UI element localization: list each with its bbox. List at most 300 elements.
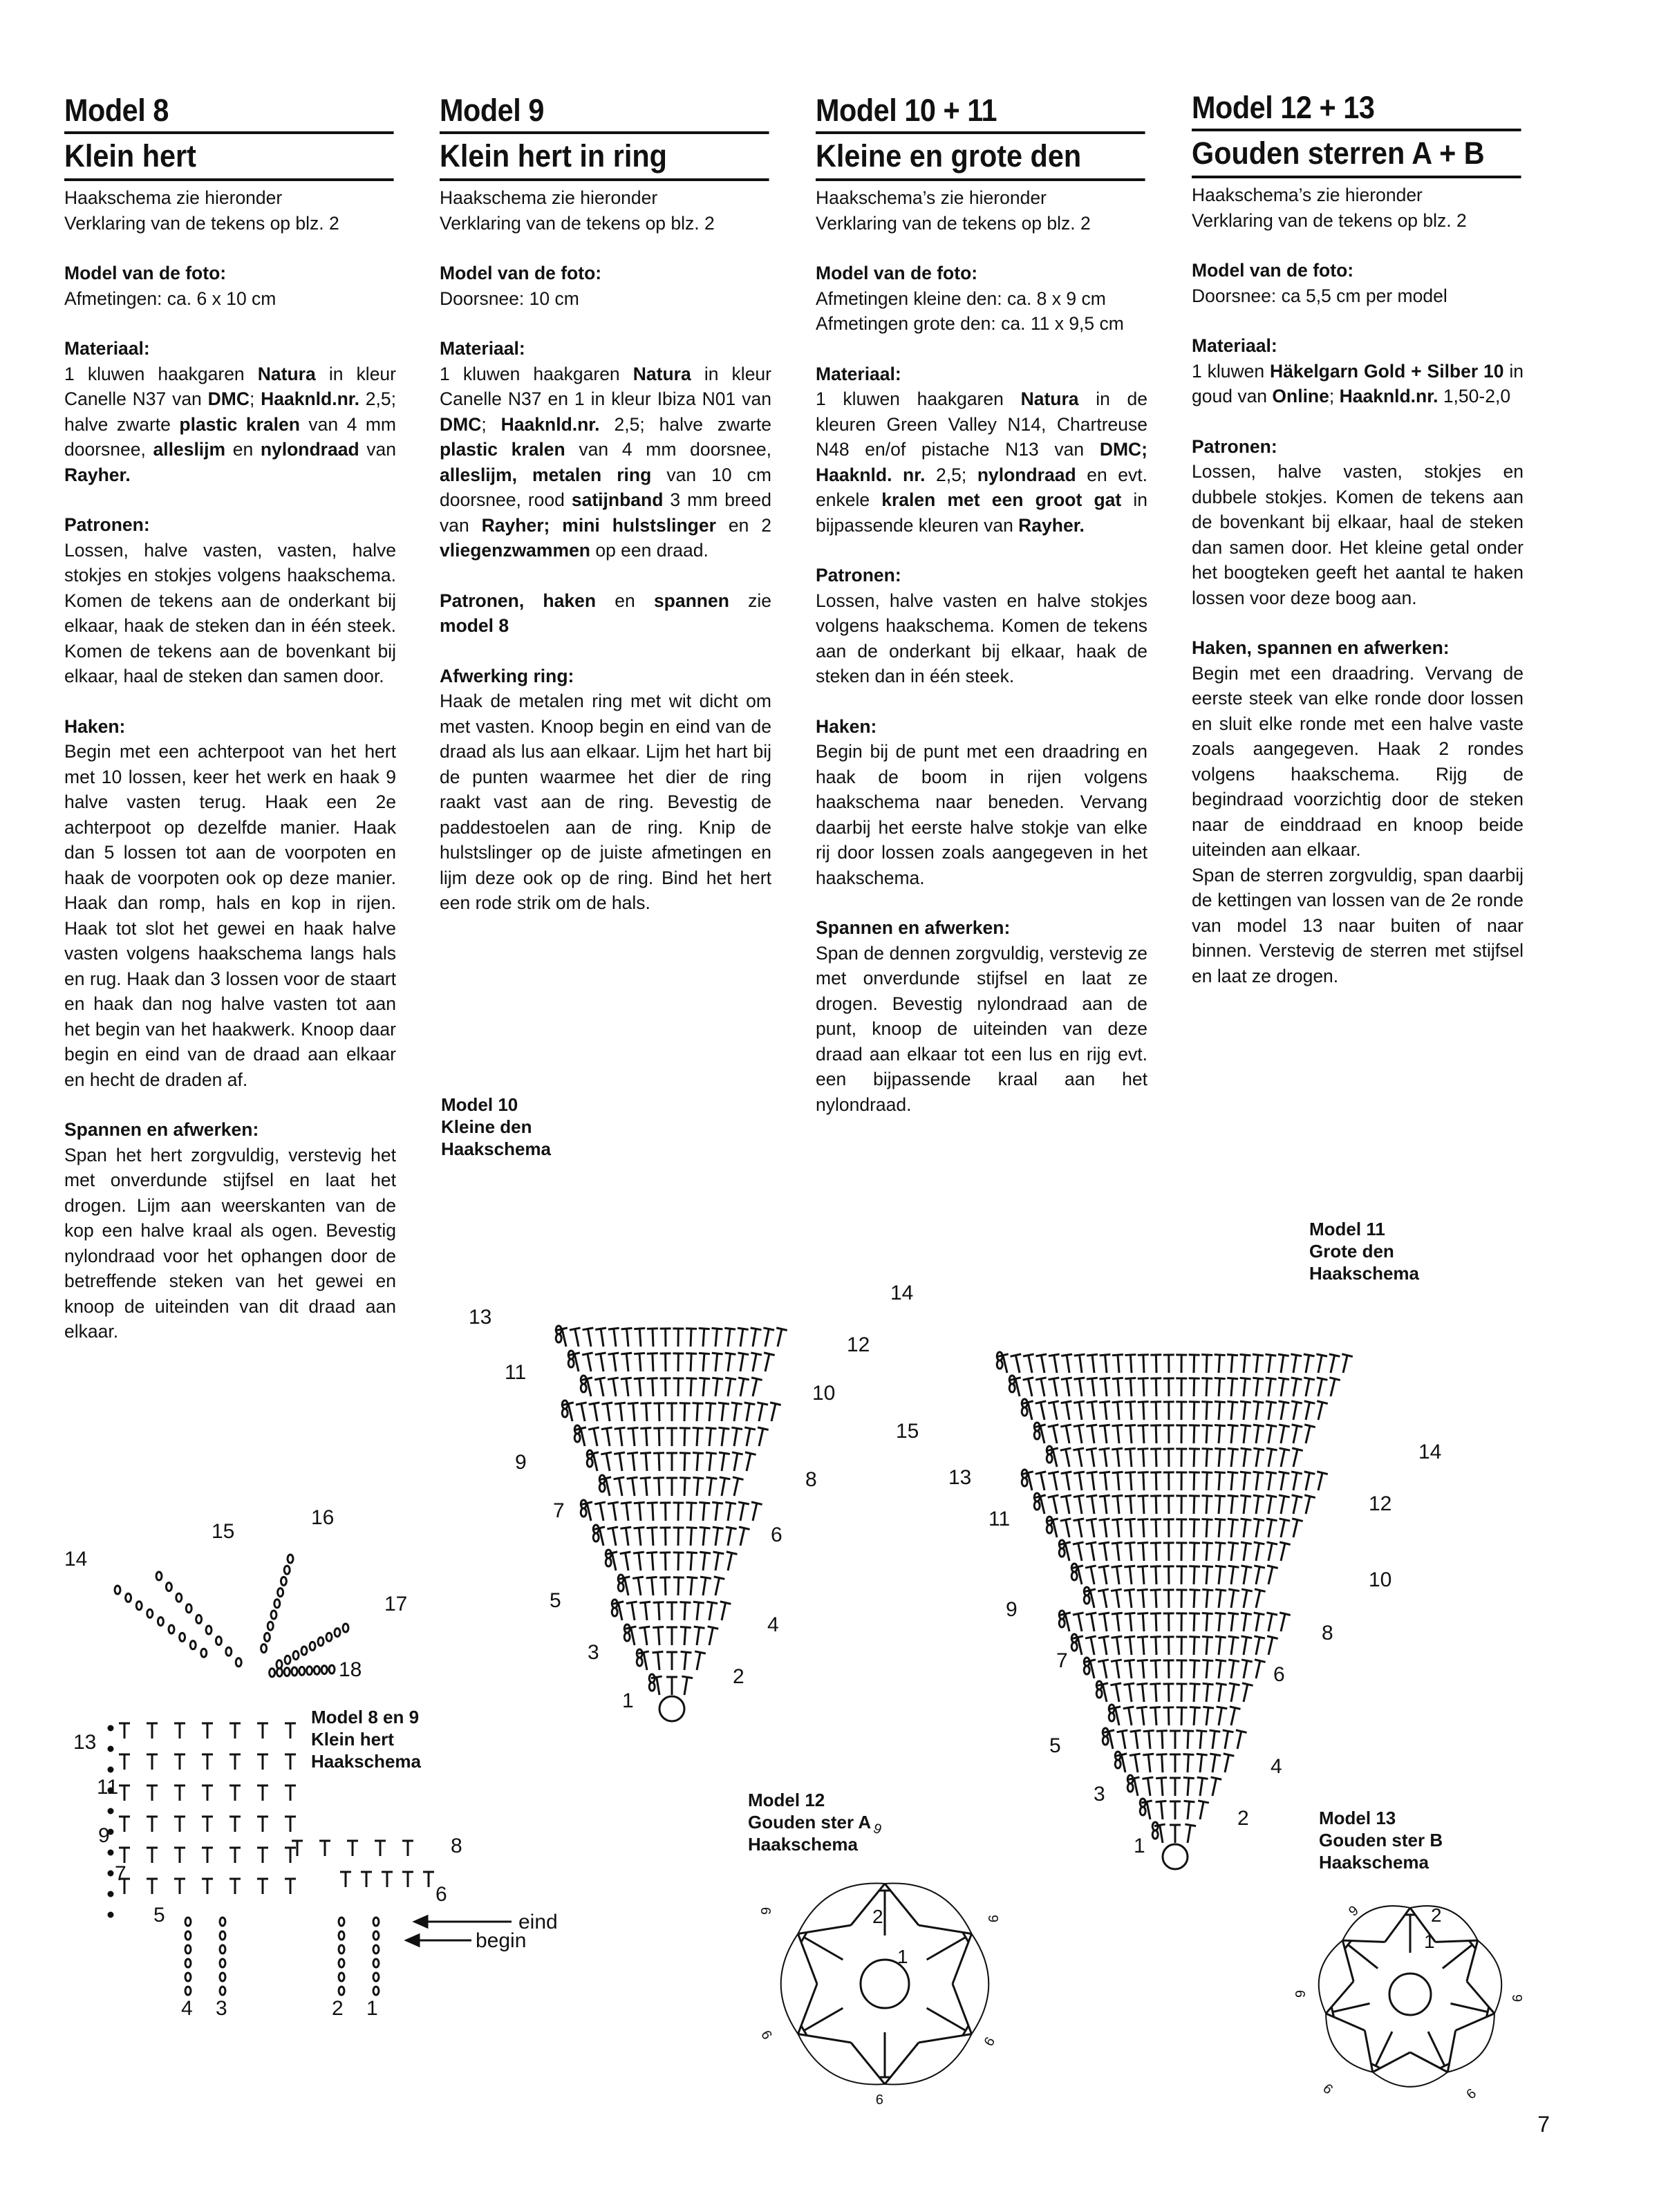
svg-text:2: 2 bbox=[733, 1665, 744, 1688]
stitch-stem bbox=[645, 1602, 647, 1620]
stitch-stem bbox=[1130, 1613, 1132, 1631]
stitch-top bbox=[1138, 1355, 1149, 1356]
stitch-top bbox=[1223, 1730, 1234, 1732]
stitch-stem bbox=[1348, 1944, 1378, 1968]
stitch-top bbox=[1125, 1542, 1136, 1544]
stitch-stem bbox=[1318, 1403, 1322, 1420]
stitch-top bbox=[1197, 1777, 1208, 1779]
stitch-stem bbox=[1206, 1590, 1208, 1608]
section-heading: Materiaal: bbox=[440, 338, 525, 359]
chain-stitch bbox=[1022, 1478, 1027, 1486]
stitch-stem bbox=[1225, 1755, 1229, 1772]
stitch-stem bbox=[1231, 1637, 1234, 1655]
stitch-top bbox=[1253, 1378, 1264, 1379]
chain-stitch bbox=[373, 1987, 379, 1995]
svg-text:3: 3 bbox=[216, 1997, 227, 2020]
stitch-stem bbox=[1318, 1473, 1322, 1490]
stitch-stem bbox=[1143, 1378, 1144, 1396]
chain-stitch bbox=[220, 1973, 225, 1981]
stitch-stem bbox=[606, 1453, 610, 1471]
stitch-top bbox=[679, 1428, 691, 1429]
chain-stitch bbox=[293, 1651, 299, 1660]
stitch-stem bbox=[1318, 1356, 1322, 1373]
chain-stitch bbox=[285, 1656, 290, 1664]
stitch-top bbox=[608, 1378, 619, 1380]
stitch-top bbox=[640, 1477, 651, 1478]
stitch-top bbox=[1136, 1683, 1147, 1685]
stitch-stem bbox=[1206, 1707, 1208, 1725]
model-title: Kleine en grote den bbox=[816, 137, 1145, 181]
stitch-top bbox=[1203, 1683, 1214, 1685]
slip-stitch bbox=[109, 1726, 113, 1730]
stitch-top bbox=[1189, 1637, 1200, 1638]
svg-text:14: 14 bbox=[1418, 1441, 1442, 1463]
stitch-stem bbox=[1117, 1613, 1119, 1631]
stitch-top bbox=[1098, 1636, 1109, 1638]
chain-stitch bbox=[220, 1987, 225, 1995]
stitch-stem bbox=[1130, 1425, 1132, 1443]
stitch-stem bbox=[715, 1353, 718, 1371]
model-title: Klein hert in ring bbox=[440, 137, 769, 181]
stitch-top bbox=[1150, 1449, 1161, 1450]
stitch-top bbox=[1241, 1566, 1252, 1568]
stitch-stem bbox=[1281, 1378, 1284, 1396]
svg-text:11: 11 bbox=[97, 1776, 119, 1799]
stitch-top bbox=[615, 1427, 626, 1429]
stitch-top bbox=[1201, 1378, 1212, 1379]
stitch-stem bbox=[1231, 1519, 1233, 1537]
stitch-stem bbox=[728, 1378, 731, 1396]
stitch-stem bbox=[1206, 1519, 1208, 1537]
stitch-stem bbox=[574, 1354, 579, 1371]
stitch-top bbox=[1240, 1472, 1251, 1473]
stitch-stem bbox=[1268, 1472, 1271, 1490]
stitch-stem bbox=[1091, 1567, 1094, 1584]
stitch-top bbox=[1215, 1613, 1226, 1614]
stitch-top bbox=[706, 1602, 718, 1604]
stitch-top bbox=[1229, 1683, 1240, 1685]
foto-line: Afmetingen kleine den: ca. 8 x 9 cm bbox=[816, 288, 1106, 309]
stitch-stem bbox=[612, 1553, 616, 1571]
chain-stitch bbox=[307, 1667, 312, 1675]
stitch-stem bbox=[678, 1553, 679, 1571]
stitch-stem bbox=[613, 1378, 616, 1396]
stitch-top bbox=[1230, 1707, 1241, 1709]
stitch-stem bbox=[1181, 1707, 1182, 1725]
stitch-stem bbox=[1268, 1425, 1271, 1443]
intro-line: Haakschema’s zie hieronder bbox=[816, 187, 1047, 208]
stitch-stem bbox=[1244, 1590, 1247, 1608]
stitch-stem bbox=[1091, 1613, 1094, 1631]
stitch-stem bbox=[715, 1578, 720, 1595]
stitch-stem bbox=[1293, 1497, 1297, 1514]
stitch-top bbox=[595, 1328, 606, 1329]
chain-stitch bbox=[185, 1931, 191, 1940]
stitch-top bbox=[601, 1403, 612, 1404]
section-heading: Materiaal: bbox=[816, 363, 901, 384]
svg-text:11: 11 bbox=[505, 1361, 527, 1384]
stitch-stem bbox=[1149, 1731, 1150, 1749]
svg-text:1: 1 bbox=[622, 1689, 634, 1712]
stitch-stem bbox=[1428, 2032, 1445, 2066]
section-heading: Spannen en afwerken: bbox=[816, 917, 1011, 938]
stitch-top bbox=[1086, 1542, 1097, 1544]
stitch-stem bbox=[753, 1354, 756, 1371]
stitch-top bbox=[1228, 1495, 1239, 1497]
stitch-top bbox=[1112, 1636, 1123, 1638]
stitch-stem bbox=[1078, 1544, 1082, 1561]
stitch-stem bbox=[657, 1677, 659, 1695]
stitch-stem bbox=[753, 1503, 757, 1521]
chain-stitch bbox=[292, 1667, 297, 1676]
stitch-stem bbox=[1162, 1754, 1163, 1772]
stitch-top bbox=[576, 1403, 587, 1405]
slip-stitch bbox=[109, 1850, 113, 1855]
stitch-top bbox=[614, 1452, 625, 1454]
stitch-stem bbox=[1105, 1496, 1107, 1514]
stitch-stem bbox=[1118, 1378, 1119, 1396]
stitch-top bbox=[1292, 1448, 1303, 1451]
stitch-stem bbox=[1231, 1660, 1234, 1678]
stitch-top bbox=[1086, 1448, 1097, 1450]
stitch-stem bbox=[747, 1403, 749, 1421]
stitch-stem bbox=[1143, 1613, 1144, 1631]
stitch-stem bbox=[613, 1353, 616, 1371]
stitch-stem bbox=[1080, 1355, 1082, 1373]
stitch-stem bbox=[771, 1404, 776, 1421]
chain-arc bbox=[1447, 2014, 1494, 2072]
stitch-stem bbox=[1143, 1590, 1144, 1608]
materials-text: 1 kluwen haakgaren Natura in kleur Canelle N37 van DMC; Haaknld.nr. 2,5; halve zwarte plastic kralen van 4 mm doorsnee, alleslijm en nylondraad van Rayher. bbox=[64, 363, 397, 485]
stitch-stem bbox=[728, 1353, 731, 1371]
stitch-stem bbox=[722, 1428, 724, 1446]
slip-stitch bbox=[109, 1871, 113, 1875]
stitch-top bbox=[1240, 1425, 1251, 1426]
stitch-top bbox=[1125, 1401, 1136, 1402]
diagram-label-model-13: Model 13 Gouden ster B Haakschema bbox=[1319, 1808, 1443, 1873]
svg-text:9: 9 bbox=[1346, 1902, 1362, 1920]
stitch-stem bbox=[1219, 1613, 1220, 1631]
chain-stitch bbox=[581, 1508, 586, 1517]
stitch-stem bbox=[1206, 1378, 1207, 1396]
stitch-stem bbox=[1306, 1403, 1310, 1420]
stitch-stem bbox=[1067, 1378, 1069, 1396]
svg-text:5: 5 bbox=[550, 1589, 561, 1612]
stitch-stem bbox=[1130, 1566, 1132, 1584]
stitch-stem bbox=[1293, 1378, 1297, 1396]
stitch-stem bbox=[620, 1403, 622, 1421]
svg-text:9: 9 bbox=[758, 2027, 776, 2042]
stitch-stem bbox=[1219, 1378, 1220, 1396]
stitch-top bbox=[732, 1452, 743, 1454]
section-heading: Haken: bbox=[816, 715, 877, 737]
diagram-label-model-10: Model 10 Kleine den Haakschema bbox=[441, 1094, 551, 1159]
stitch-top bbox=[1098, 1613, 1109, 1614]
stitch-stem bbox=[1212, 1731, 1215, 1749]
stitch-top bbox=[708, 1627, 719, 1629]
svg-text:1: 1 bbox=[897, 1946, 908, 1967]
stitch-stem bbox=[1079, 1472, 1082, 1490]
arrowhead-begin bbox=[406, 1935, 419, 1946]
stitch-stem bbox=[1147, 1778, 1150, 1796]
stitch-stem bbox=[639, 1329, 641, 1347]
stitch-stem bbox=[715, 1553, 718, 1571]
stitch-top bbox=[713, 1527, 724, 1528]
stitch-stem bbox=[619, 1453, 622, 1471]
svg-text:9: 9 bbox=[515, 1451, 527, 1474]
stitch-top bbox=[1210, 1730, 1221, 1732]
stitch-top bbox=[1023, 1354, 1034, 1356]
chain-stitch bbox=[220, 1945, 225, 1953]
stitch-top bbox=[1202, 1613, 1213, 1614]
page-number: 7 bbox=[1537, 2112, 1550, 2137]
stitch-stem bbox=[1268, 1544, 1272, 1561]
chain-stitch bbox=[206, 1626, 212, 1634]
stitch-stem bbox=[1078, 1519, 1082, 1537]
stitch-stem bbox=[1219, 1449, 1220, 1467]
stitch-top bbox=[1087, 1401, 1098, 1403]
stitch-stem bbox=[759, 1404, 762, 1421]
svg-text:9: 9 bbox=[871, 1821, 884, 1838]
stitch-stem bbox=[1206, 1355, 1207, 1373]
stitch-top bbox=[1124, 1660, 1135, 1661]
svg-text:5: 5 bbox=[153, 1904, 165, 1927]
svg-text:2: 2 bbox=[872, 1906, 883, 1927]
stitch-top bbox=[693, 1428, 704, 1429]
stitch-top bbox=[1124, 1589, 1135, 1591]
stitch-top bbox=[1136, 1707, 1147, 1708]
stitch-top bbox=[1201, 1425, 1212, 1426]
chain-stitch bbox=[1071, 1572, 1077, 1580]
chain-stitch bbox=[271, 1611, 276, 1619]
stitch-top bbox=[1141, 1801, 1152, 1803]
stitch-stem bbox=[1143, 1566, 1144, 1584]
stitch-top bbox=[632, 1577, 644, 1578]
stitch-stem bbox=[747, 1454, 751, 1471]
stitch-stem bbox=[599, 1528, 603, 1546]
chain-stitch bbox=[185, 1973, 191, 1981]
stitch-stem bbox=[1116, 1660, 1119, 1678]
stitch-stem bbox=[1268, 1496, 1271, 1514]
stitch-top bbox=[699, 1502, 710, 1503]
stitch-top bbox=[608, 1353, 619, 1354]
stitch-stem bbox=[1134, 1779, 1138, 1796]
chain-stitch bbox=[126, 1593, 131, 1602]
svg-text:eind: eind bbox=[518, 1911, 558, 1933]
stitch-stem bbox=[1306, 1379, 1309, 1396]
stitch-top bbox=[653, 1428, 664, 1429]
stitch-stem bbox=[1256, 1402, 1258, 1420]
stitch-top bbox=[1074, 1495, 1085, 1497]
stitch-stem bbox=[703, 1378, 704, 1396]
stitch-stem bbox=[1256, 1661, 1260, 1678]
chain-arc bbox=[972, 1934, 989, 2034]
chain-stitch bbox=[556, 1334, 561, 1342]
stitch-stem bbox=[1079, 1402, 1082, 1420]
stitch-stem bbox=[1028, 1379, 1032, 1396]
round-numbers-model-12 bbox=[759, 1821, 1000, 2106]
stitch-top bbox=[738, 1502, 749, 1504]
stitch-stem bbox=[703, 1353, 704, 1371]
stitch-stem bbox=[626, 1353, 628, 1371]
stitch-stem bbox=[684, 1453, 685, 1471]
stitch-stem bbox=[644, 1627, 647, 1645]
stitch-top bbox=[720, 1602, 731, 1604]
chain-stitch bbox=[236, 1658, 241, 1667]
patterns-reference: Patronen, haken en spannen zie model 8 bbox=[440, 590, 771, 636]
chain-stitch bbox=[1109, 1713, 1114, 1721]
star-edge bbox=[1326, 2014, 1365, 2031]
stitch-top bbox=[1279, 1472, 1290, 1474]
stitch-stem bbox=[1231, 1613, 1233, 1631]
chain-stitch bbox=[612, 1608, 617, 1616]
stitch-top bbox=[686, 1353, 697, 1354]
stitch-top bbox=[1253, 1354, 1264, 1356]
stitch-stem bbox=[575, 1329, 579, 1347]
section-heading: Model van de foto: bbox=[440, 263, 602, 283]
patterns-text: Lossen, halve vasten, stokjes en dubbele stokjes. Komen de tekens aan de bovenkant bij elkaar, haal de steken dan samen door. Het kleine getal onder het boogteken geeft het aantal te haken lossen voor deze boog aan. bbox=[1192, 461, 1524, 608]
stitch-stem bbox=[728, 1528, 731, 1546]
stitch-stem bbox=[1343, 1356, 1347, 1373]
stitch-top bbox=[1280, 1613, 1291, 1615]
chain-stitch bbox=[216, 1637, 221, 1645]
chain-stitch bbox=[201, 1649, 207, 1657]
svg-text:13: 13 bbox=[469, 1306, 492, 1329]
stitch-stem bbox=[1244, 1449, 1246, 1467]
stitch-top bbox=[1137, 1613, 1148, 1614]
stitch-top bbox=[725, 1353, 736, 1354]
stitch-top bbox=[693, 1452, 704, 1453]
stitch-top bbox=[1228, 1613, 1239, 1614]
stitch-top bbox=[1253, 1401, 1264, 1403]
svg-text:16: 16 bbox=[311, 1506, 335, 1529]
chain-stitch bbox=[220, 1918, 225, 1926]
stitch-top bbox=[647, 1353, 658, 1354]
chain-stitch bbox=[624, 1633, 630, 1641]
svg-text:4: 4 bbox=[767, 1613, 779, 1636]
stitch-stem bbox=[1219, 1402, 1220, 1420]
chain-stitch bbox=[1084, 1595, 1089, 1604]
stitch-stem bbox=[1306, 1426, 1310, 1443]
stitch-stem bbox=[709, 1453, 711, 1471]
stitch-top bbox=[1189, 1519, 1200, 1520]
stitch-top bbox=[1279, 1425, 1290, 1427]
stitch-top bbox=[1189, 1660, 1200, 1661]
chain-stitch bbox=[373, 1973, 379, 1981]
stitch-stem bbox=[1256, 1519, 1259, 1537]
svg-text:begin: begin bbox=[476, 1929, 527, 1952]
stitch-top bbox=[720, 1477, 731, 1479]
stitch-stem bbox=[1206, 1496, 1207, 1514]
stitch-stem bbox=[1143, 1355, 1144, 1373]
stitch-top bbox=[1138, 1378, 1149, 1379]
stitch-stem bbox=[1117, 1496, 1119, 1514]
stitch-stem bbox=[1079, 1378, 1082, 1396]
chain-arc bbox=[1373, 2072, 1447, 2087]
stitch-top bbox=[1241, 1589, 1253, 1591]
stitch-top bbox=[1304, 1354, 1315, 1356]
stitch-stem bbox=[1219, 1707, 1221, 1725]
stitch-stem bbox=[1219, 1637, 1221, 1655]
stitch-stem bbox=[639, 1353, 641, 1371]
chain-stitch bbox=[147, 1609, 153, 1618]
stitch-stem bbox=[1281, 1496, 1284, 1514]
stitch-stem bbox=[1117, 1543, 1119, 1561]
svg-text:12: 12 bbox=[847, 1333, 870, 1356]
svg-text:2: 2 bbox=[332, 1997, 344, 2020]
stitch-top bbox=[1291, 1354, 1302, 1356]
stitch-top bbox=[1154, 1824, 1165, 1826]
stitch-top bbox=[1278, 1378, 1289, 1380]
stitch-top bbox=[1241, 1613, 1252, 1614]
section-heading: Model van de foto: bbox=[1192, 260, 1354, 281]
stitch-top bbox=[1240, 1378, 1251, 1379]
stitch-top bbox=[1197, 1754, 1208, 1755]
stitch-top bbox=[1156, 1778, 1167, 1779]
stitch-stem bbox=[568, 1404, 572, 1421]
stitch-top bbox=[1048, 1472, 1059, 1474]
chain-stitch bbox=[226, 1647, 232, 1656]
stitch-top bbox=[651, 1676, 662, 1678]
stitch-stem bbox=[1219, 1543, 1220, 1561]
stitch-top bbox=[1111, 1589, 1122, 1591]
chain-stitch bbox=[599, 1483, 605, 1492]
stitch-top bbox=[714, 1577, 725, 1579]
patterns-text: Lossen, halve vasten, vasten, halve stokjes en stokjes volgens haakschema. Komen de tekens aan de onderkant bij elkaar, haak de steken dan in één steek. Komen de tekens aan de bovenkant bij elkaar, haal de steken dan samen door. bbox=[64, 539, 396, 686]
stitch-stem bbox=[1130, 1472, 1132, 1490]
stitch-top bbox=[1217, 1707, 1228, 1709]
stitch-stem bbox=[740, 1329, 743, 1347]
svg-text:6: 6 bbox=[435, 1883, 447, 1906]
stitch-stem bbox=[1135, 1754, 1138, 1772]
chain-stitch bbox=[284, 1566, 290, 1574]
chain-stitch bbox=[190, 1641, 196, 1649]
stitch-top bbox=[1266, 1378, 1277, 1379]
chain-stitch bbox=[1071, 1642, 1077, 1651]
chain-stitch bbox=[274, 1600, 280, 1608]
stitch-stem bbox=[1293, 1450, 1297, 1467]
svg-text:9: 9 bbox=[875, 2091, 883, 2106]
stitch-top bbox=[1117, 1730, 1128, 1732]
row-numbers-model-8-9 bbox=[64, 1506, 558, 2020]
stitch-top bbox=[1196, 1730, 1207, 1731]
chain-stitch bbox=[281, 1577, 286, 1585]
stitch-top bbox=[653, 1453, 664, 1454]
stitch-stem bbox=[1105, 1355, 1107, 1373]
stitch-top bbox=[770, 1403, 781, 1405]
stitch-stem bbox=[1003, 1356, 1007, 1373]
stitch-stem bbox=[1206, 1449, 1208, 1467]
stitch-top bbox=[1253, 1472, 1264, 1473]
stitch-top bbox=[1087, 1354, 1098, 1356]
stitch-top bbox=[706, 1427, 717, 1429]
stitch-stem bbox=[1105, 1402, 1107, 1420]
stitch-top bbox=[681, 1651, 692, 1653]
stitch-stem bbox=[1281, 1355, 1284, 1373]
stitch-stem bbox=[1219, 1660, 1221, 1678]
stitch-top bbox=[1123, 1707, 1134, 1709]
section-heading: Haken: bbox=[64, 715, 126, 737]
chain-stitch bbox=[326, 1633, 332, 1641]
stitch-top bbox=[1254, 1566, 1265, 1568]
stitch-stem bbox=[624, 1578, 628, 1595]
stitch-stem bbox=[678, 1577, 679, 1595]
stitch-stem bbox=[652, 1553, 653, 1571]
stitch-stem bbox=[1231, 1378, 1232, 1396]
stitch-top bbox=[1228, 1448, 1239, 1450]
finishing-text: Span de dennen zorgvuldig, verstevig ze met onverdunde stijfsel en laat ze drogen. Bevestig nylondraad aan de punt, knoop de uiteinden van deze draad aan elkaar tot een lus en rijg evt. een bijpassende kraal aan het nylondraad. bbox=[816, 942, 1147, 1115]
stitch-stem bbox=[1281, 1402, 1284, 1420]
